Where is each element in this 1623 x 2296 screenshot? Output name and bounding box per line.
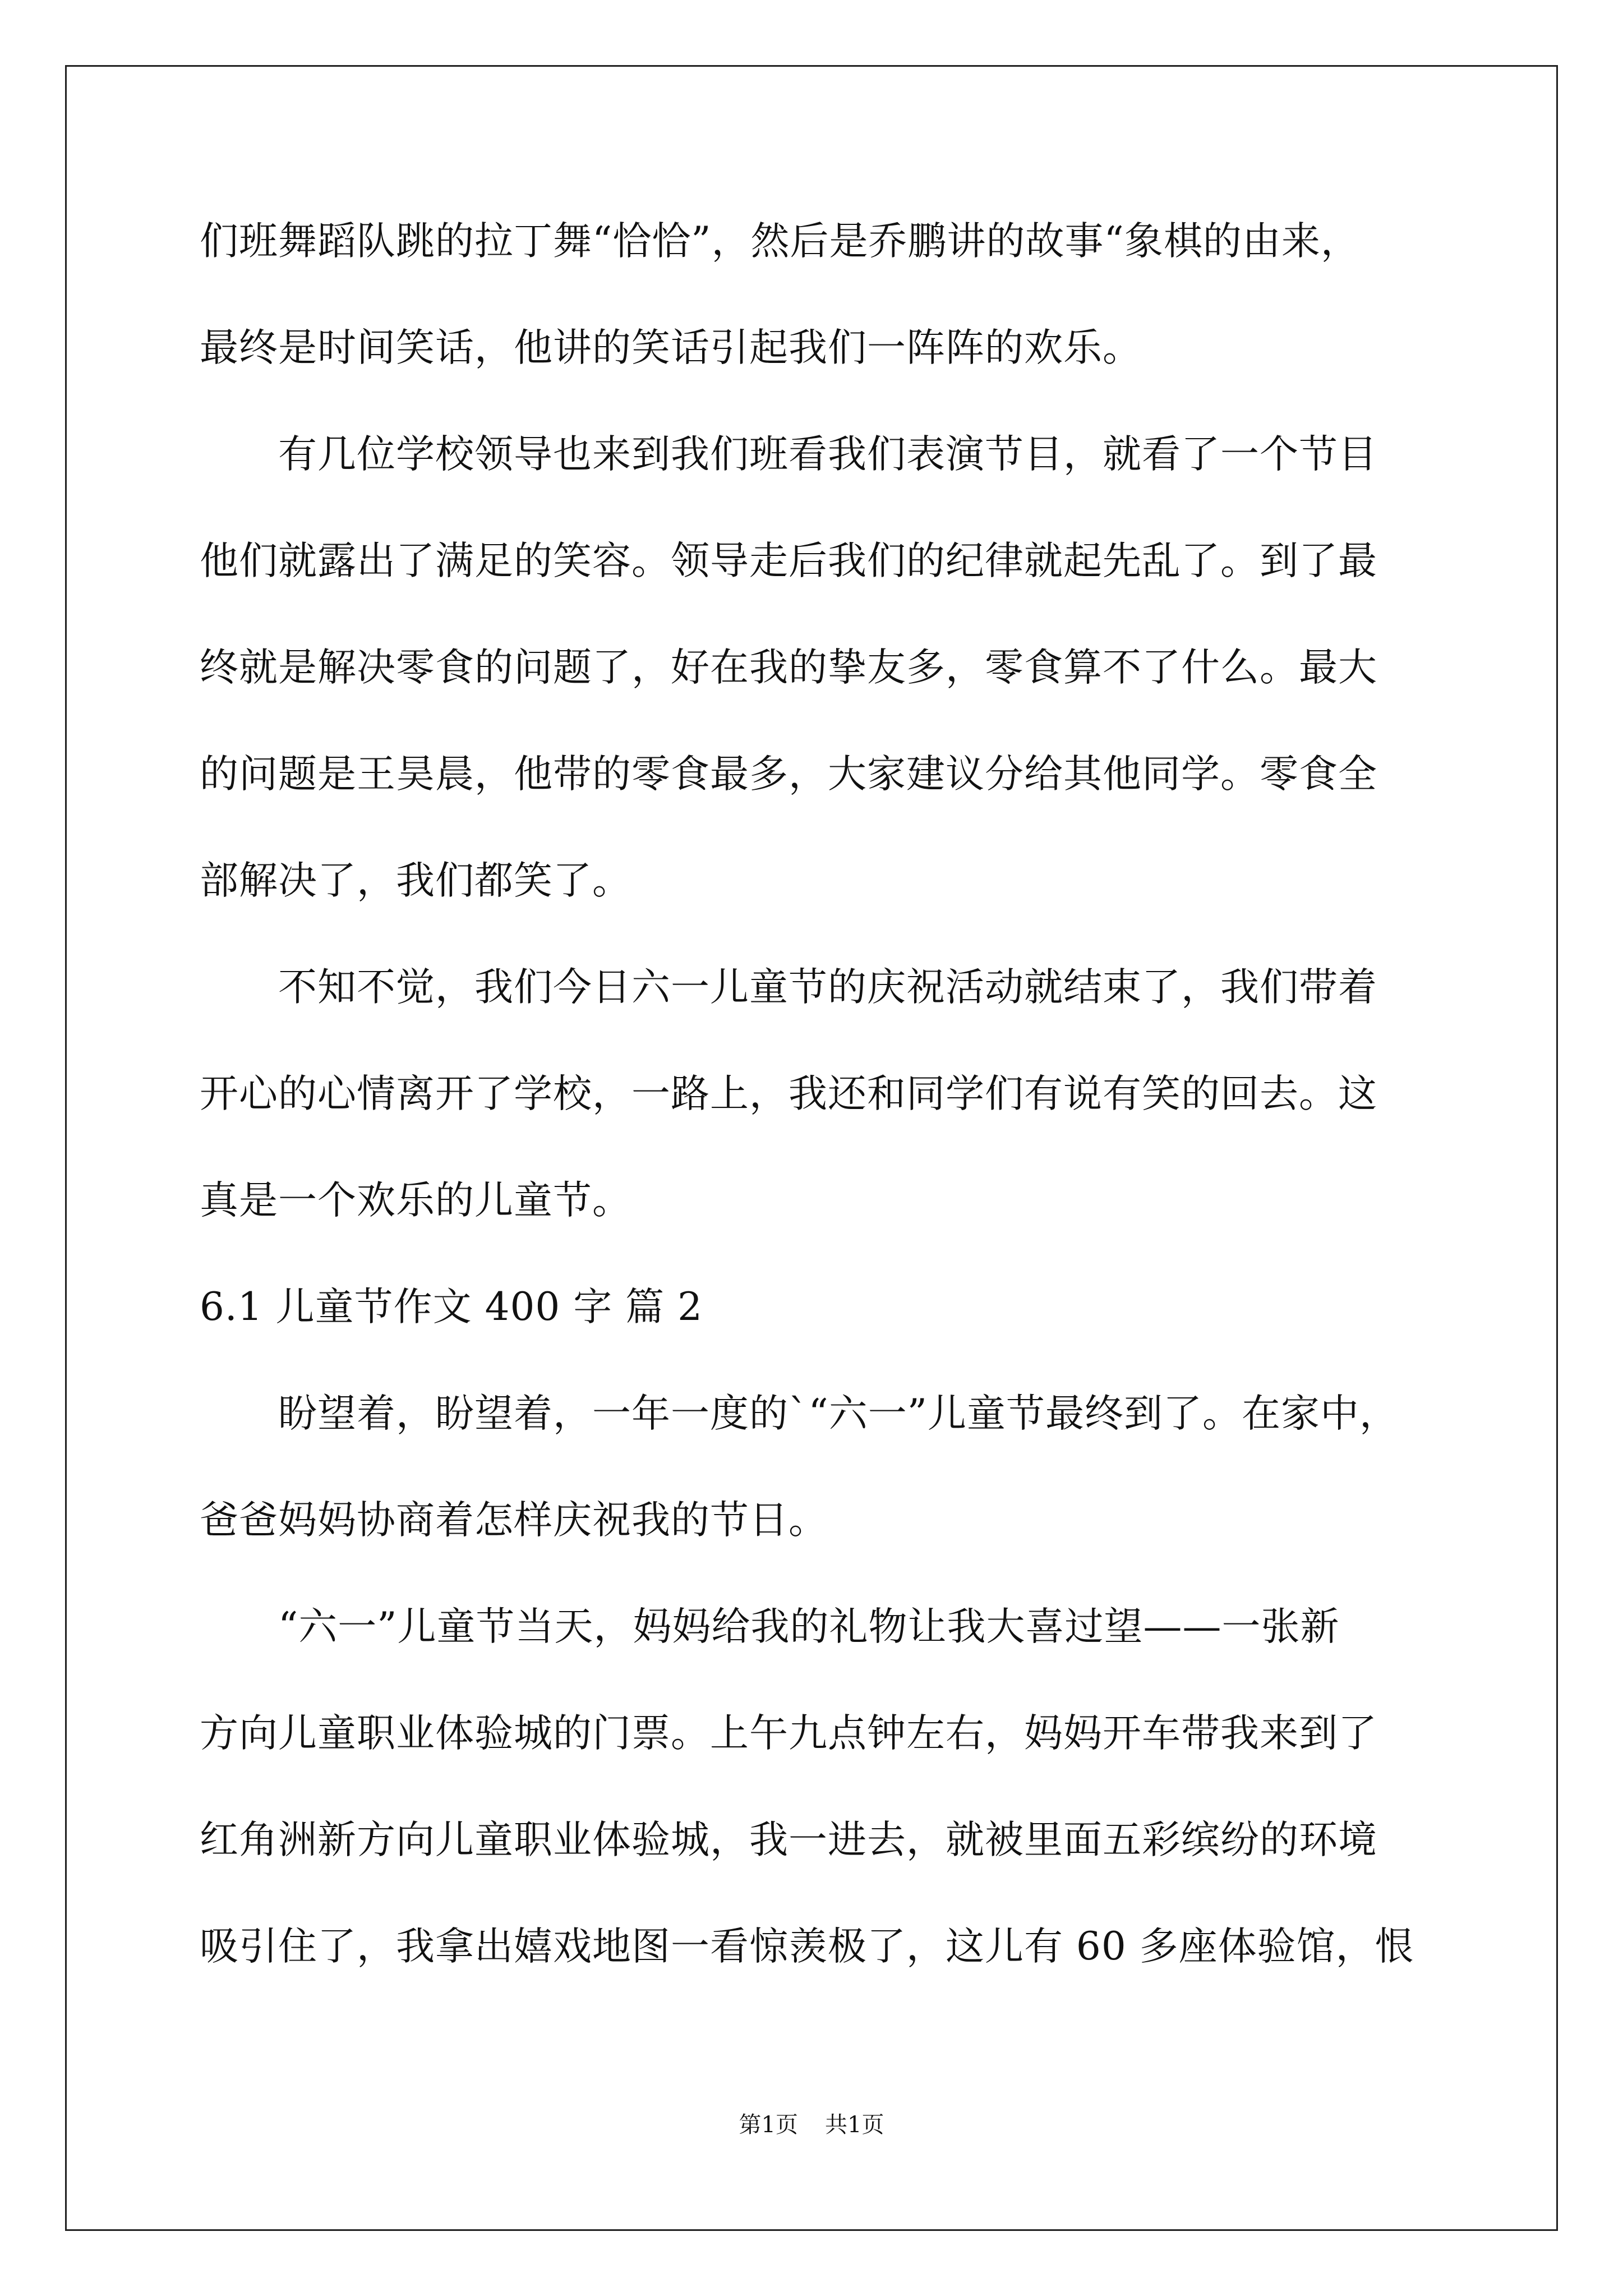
paragraph-start: 有几位学校领导也来到我们班看我们表演节目，就看了一个节目 xyxy=(278,432,1377,477)
text-line: 红角洲新方向儿童职业体验城，我一进去，就被里面五彩缤纷的环境 xyxy=(200,1818,1377,1862)
page-number: 第1页 xyxy=(739,2112,798,2138)
paragraph-start: 不知不觉，我们今日六一儿童节的庆祝活动就结束了，我们带着 xyxy=(278,965,1377,1010)
text-line: 爸爸妈妈协商着怎样庆祝我的节日。 xyxy=(200,1498,828,1543)
section-heading: 6.1 儿童节作文 400 字 篇 2 xyxy=(200,1285,703,1329)
paragraph-start: 盼望着，盼望着，一年一度的`“六一”儿童节最终到了。在家中， xyxy=(278,1391,1399,1436)
paragraph-start: “六一”儿童节当天，妈妈给我的礼物让我大喜过望——一张新 xyxy=(278,1604,1340,1649)
text-line: 的问题是王昊晨，他带的零食最多，大家建议分给其他同学。零食全 xyxy=(200,752,1377,797)
text-line: 终就是解决零食的问题了，好在我的挚友多，零食算不了什么。最大 xyxy=(200,645,1377,690)
text-line: 吸引住了，我拿出嬉戏地图一看惊羡极了，这儿有 60 多座体验馆，恨 xyxy=(200,1924,1414,1969)
text-line: 开心的心情离开了学校，一路上，我还和同学们有说有笑的回去。这 xyxy=(200,1071,1377,1116)
text-line: 方向儿童职业体验城的门票。上午九点钟左右，妈妈开车带我来到了 xyxy=(200,1711,1377,1756)
text-line: 真是一个欢乐的儿童节。 xyxy=(200,1178,631,1223)
page-footer xyxy=(0,2108,1623,2142)
text-line: 们班舞蹈队跳的拉丁舞“恰恰”，然后是乔鹏讲的故事“象棋的由来， xyxy=(200,219,1360,264)
page-total: 共1页 xyxy=(825,2112,884,2138)
text-line: 部解决了，我们都笑了。 xyxy=(200,858,631,903)
text-line: 最终是时间笑话，他讲的笑话引起我们一阵阵的欢乐。 xyxy=(200,325,1142,370)
text-line: 他们就露出了满足的笑容。领导走后我们的纪律就起先乱了。到了最 xyxy=(200,539,1377,583)
document-body xyxy=(200,202,1433,2014)
